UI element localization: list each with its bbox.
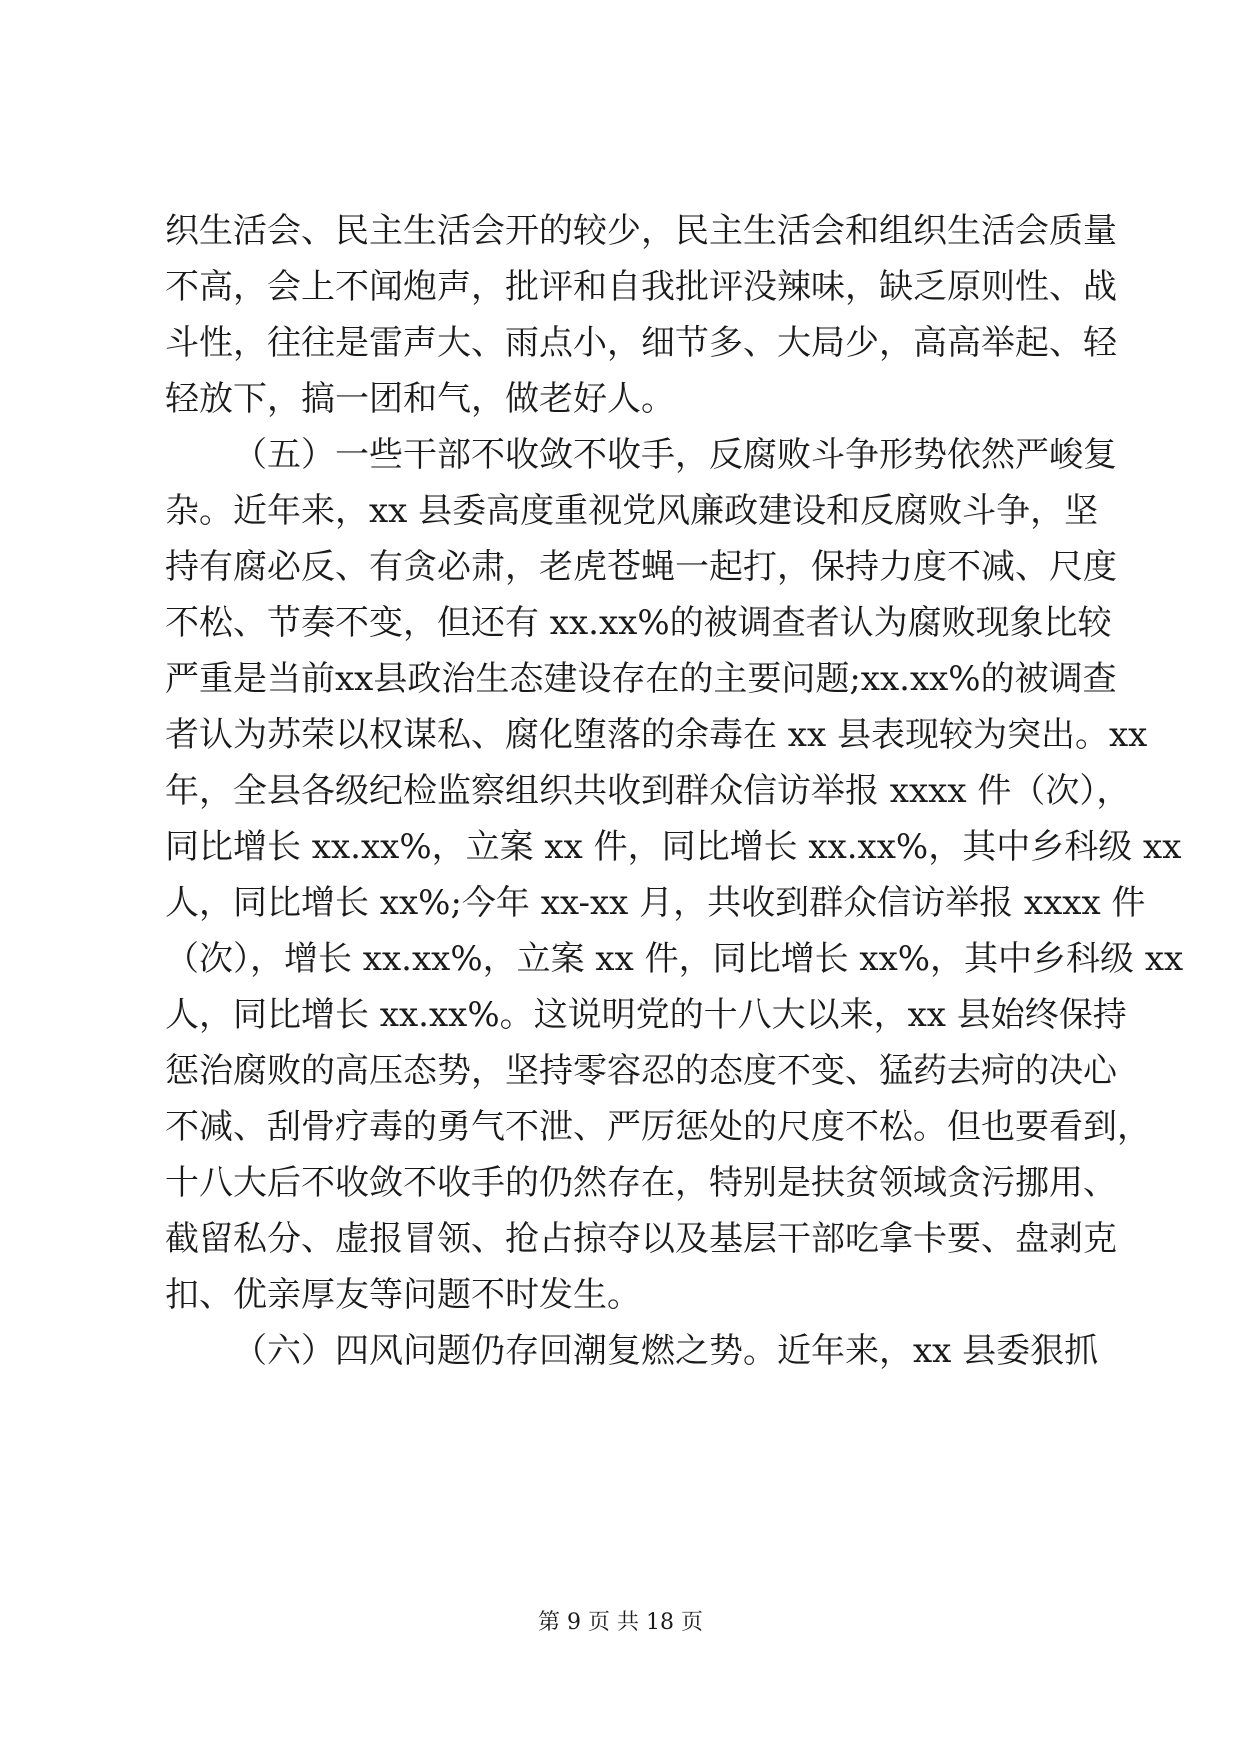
paragraph-line: 织生活会、民主生活会开的较少，民主生活会和组织生活会质量 <box>165 211 1117 251</box>
paragraph-line: （次），增长 xx.xx%，立案 xx 件，同比增长 xx%，其中乡科级 xx <box>165 939 1184 979</box>
paragraph-line: 不减、刮骨疗毒的勇气不泄、严厉惩处的尺度不松。但也要看到， <box>165 1107 1151 1147</box>
paragraph-line: 杂。近年来，xx 县委高度重视党风廉政建设和反腐败斗争，坚 <box>165 491 1099 531</box>
paragraph-line: 者认为苏荣以权谋私、腐化堕落的余毒在 xx 县表现较为突出。xx <box>165 715 1148 755</box>
paragraph-line: 不高，会上不闻炮声，批评和自我批评没辣味，缺乏原则性、战 <box>165 267 1117 307</box>
paragraph-line: 人，同比增长 xx.xx%。这说明党的十八大以来，xx 县始终保持 <box>165 995 1127 1035</box>
paragraph-line: 同比增长 xx.xx%，立案 xx 件，同比增长 xx.xx%，其中乡科级 xx <box>165 827 1182 867</box>
paragraph-line: 扣、优亲厚友等问题不时发生。 <box>165 1275 641 1315</box>
paragraph-line: 斗性，往往是雷声大、雨点小，细节多、大局少，高高举起、轻 <box>165 323 1117 363</box>
paragraph-line: （六）四风问题仍存回潮复燃之势。近年来，xx 县委狠抓 <box>233 1331 1099 1371</box>
paragraph-line: 持有腐必反、有贪必肃，老虎苍蝇一起打，保持力度不减、尺度 <box>165 547 1117 587</box>
paragraph-line: 截留私分、虚报冒领、抢占掠夺以及基层干部吃拿卡要、盘剥克 <box>165 1219 1117 1259</box>
page-footer: 第 9 页 共 18 页 <box>538 1610 703 1635</box>
paragraph-line: 轻放下，搞一团和气，做老好人。 <box>165 379 675 419</box>
paragraph-line: 惩治腐败的高压态势，坚持零容忍的态度不变、猛药去疴的决心 <box>165 1051 1117 1091</box>
paragraph-line: 十八大后不收敛不收手的仍然存在，特别是扶贫领域贪污挪用、 <box>165 1163 1117 1203</box>
paragraph-line: （五）一些干部不收敛不收手，反腐败斗争形势依然严峻复 <box>233 435 1117 475</box>
paragraph-line: 年，全县各级纪检监察组织共收到群众信访举报 xxxx 件（次）， <box>165 771 1131 811</box>
paragraph-line: 人，同比增长 xx%;今年 xx-xx 月，共收到群众信访举报 xxxx 件 <box>165 883 1146 923</box>
paragraph-line: 严重是当前xx县政治生态建设存在的主要问题;xx.xx%的被调查 <box>165 659 1117 699</box>
paragraph-line: 不松、节奏不变，但还有 xx.xx%的被调查者认为腐败现象比较 <box>165 603 1112 643</box>
